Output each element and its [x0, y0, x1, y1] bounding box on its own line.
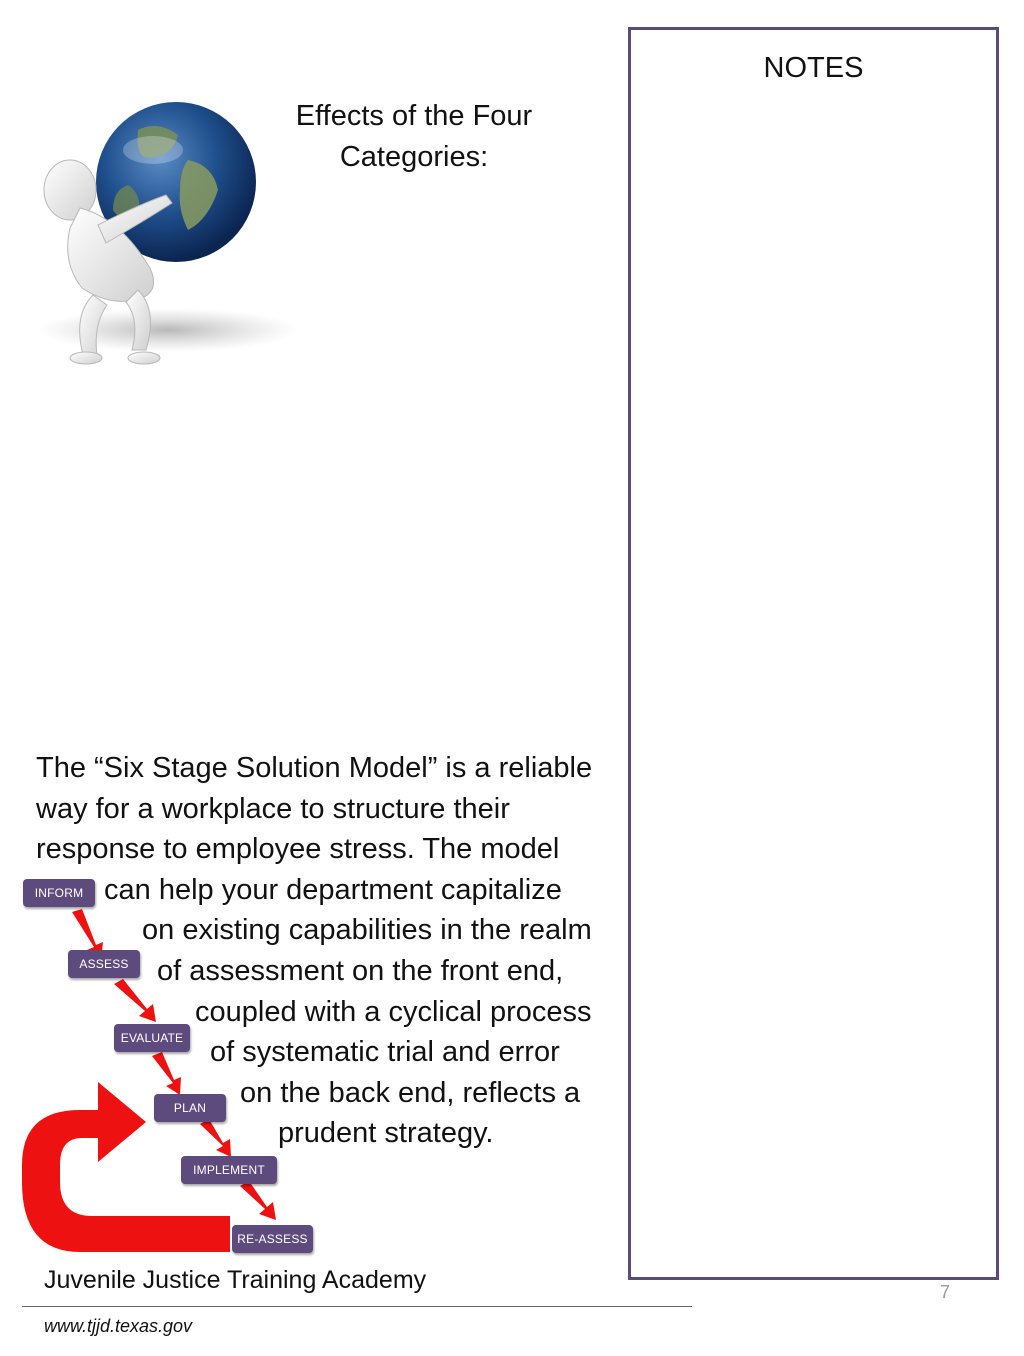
arrow-evaluate-plan	[152, 1052, 181, 1095]
stage-implement: IMPLEMENT	[181, 1156, 277, 1184]
heading-line-2: Categories:	[339, 141, 489, 173]
paragraph-line: coupled with a cyclical process	[195, 995, 592, 1028]
stage-arrows	[0, 860, 330, 1260]
six-stage-diagram	[0, 860, 330, 1260]
section-heading	[280, 96, 548, 178]
footer-organization: Juvenile Justice Training Academy	[44, 1266, 427, 1294]
stage-assess: ASSESS	[68, 950, 140, 978]
paragraph-line: way for a workplace to structure their	[36, 792, 510, 825]
paragraph-line: The “Six Stage Solution Model” is a reliable	[36, 752, 593, 784]
notes-title: NOTES	[763, 52, 864, 84]
paragraph-line: can help your department capitalize	[104, 873, 562, 906]
stage-reassess: RE-ASSESS	[232, 1225, 313, 1253]
stage-plan: PLAN	[154, 1094, 226, 1122]
arrow-plan-implement	[200, 1119, 231, 1157]
paragraph-line: response to employee stress. The model	[36, 833, 560, 866]
footer-divider	[22, 1306, 692, 1307]
paragraph-line: of systematic trial and error	[210, 1036, 560, 1069]
page-number: 7	[940, 1282, 951, 1302]
figure-carrying-globe-illustration	[18, 90, 308, 410]
paragraph-line: of assessment on the front end,	[157, 954, 564, 987]
paragraph-line: on existing capabilities in the realm	[142, 914, 592, 947]
footer-url: www.tjjd.texas.gov	[44, 1316, 193, 1336]
arrow-implement-reassess	[240, 1181, 276, 1220]
paragraph-line: prudent strategy.	[278, 1117, 494, 1150]
stage-evaluate: EVALUATE	[114, 1024, 190, 1052]
notes-panel	[628, 27, 999, 1280]
arrow-assess-evaluate	[114, 979, 156, 1022]
paragraph-line: on the back end, reflects a	[240, 1076, 581, 1109]
ground-shadow	[38, 308, 298, 352]
stage-inform: INFORM	[23, 879, 95, 907]
heading-line-1: Effects of the Four	[295, 100, 533, 132]
